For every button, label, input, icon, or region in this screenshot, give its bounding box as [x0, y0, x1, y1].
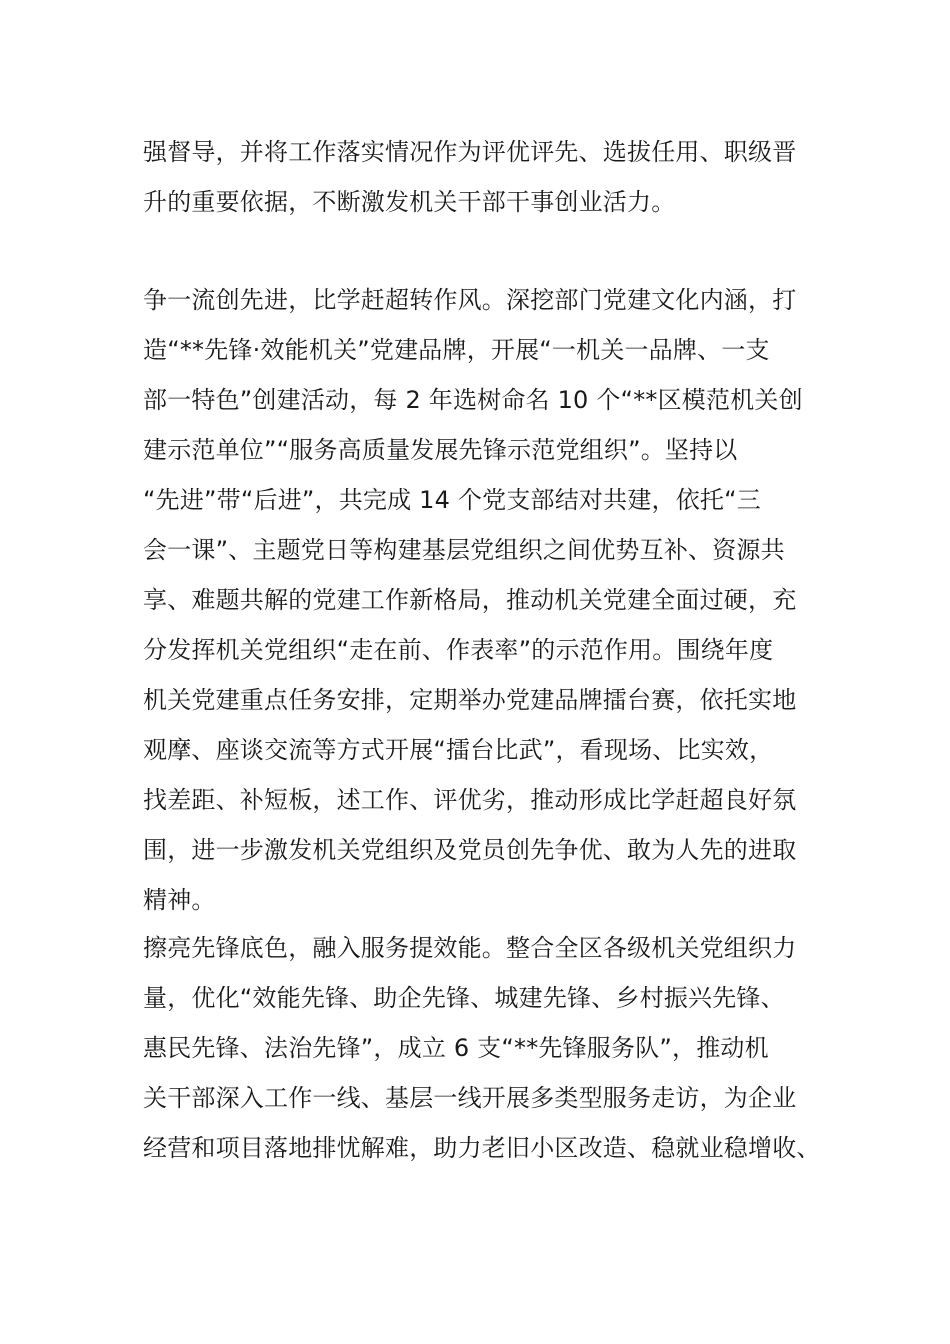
paragraph-supervision — [143, 127, 823, 227]
text-line: 关干部深入工作一线、基层一线开展多类型服务走访，为企业 — [143, 1084, 797, 1112]
text-line: 升的重要依据，不断激发机关干部干事创业活力。 — [143, 188, 676, 216]
text-line: “先进”带“后进”，共完成 14 个党支部结对共建，依托“三 — [143, 486, 761, 514]
text-line: 找差距、补短板，述工作、评优劣，推动形成比学赶超良好氛 — [143, 786, 797, 814]
text-line: 观摩、座谈交流等方式开展“擂台比武”，看现场、比实效， — [143, 736, 774, 764]
text-line: 争一流创先进，比学赶超转作风。深挖部门党建文化内涵，打 — [143, 286, 797, 314]
text-line: 享、难题共解的党建工作新格局，推动机关党建全面过硬，充 — [143, 586, 797, 614]
text-line: 精神。 — [143, 886, 216, 914]
text-line: 擦亮先锋底色，融入服务提效能。整合全区各级机关党组织力 — [143, 934, 797, 962]
text-line: 经营和项目落地排忧解难，助力老旧小区改造、稳就业稳增收、 — [143, 1134, 821, 1162]
text-line: 量，优化“效能先锋、助企先锋、城建先锋、乡村振兴先锋、 — [143, 984, 785, 1012]
text-line: 分发挥机关党组织“走在前、作表率”的示范作用。围绕年度 — [143, 636, 774, 664]
text-line: 围，进一步激发机关党组织及党员创先争优、敢为人先的进取 — [143, 836, 797, 864]
text-line: 机关党建重点任务安排，定期举办党建品牌擂台赛，依托实地 — [143, 686, 797, 714]
paragraph-compete-excellence — [143, 275, 823, 925]
text-line: 强督导，并将工作落实情况作为评优评先、选拔任用、职级晋 — [143, 138, 797, 166]
text-line: 造“**先锋·效能机关”党建品牌，开展“一机关一品牌、一支 — [143, 336, 770, 364]
text-line: 建示范单位”“服务高质量发展先锋示范党组织”。坚持以 — [143, 436, 738, 464]
text-line: 部一特色”创建活动，每 2 年选树命名 10 个“**区模范机关创 — [143, 386, 803, 414]
paragraph-pioneer-service — [143, 923, 823, 1173]
text-line: 惠民先锋、法治先锋”，成立 6 支“**先锋服务队”，推动机 — [143, 1034, 769, 1062]
text-line: 会一课”、主题党日等构建基层党组织之间优势互补、资源共 — [143, 536, 785, 564]
